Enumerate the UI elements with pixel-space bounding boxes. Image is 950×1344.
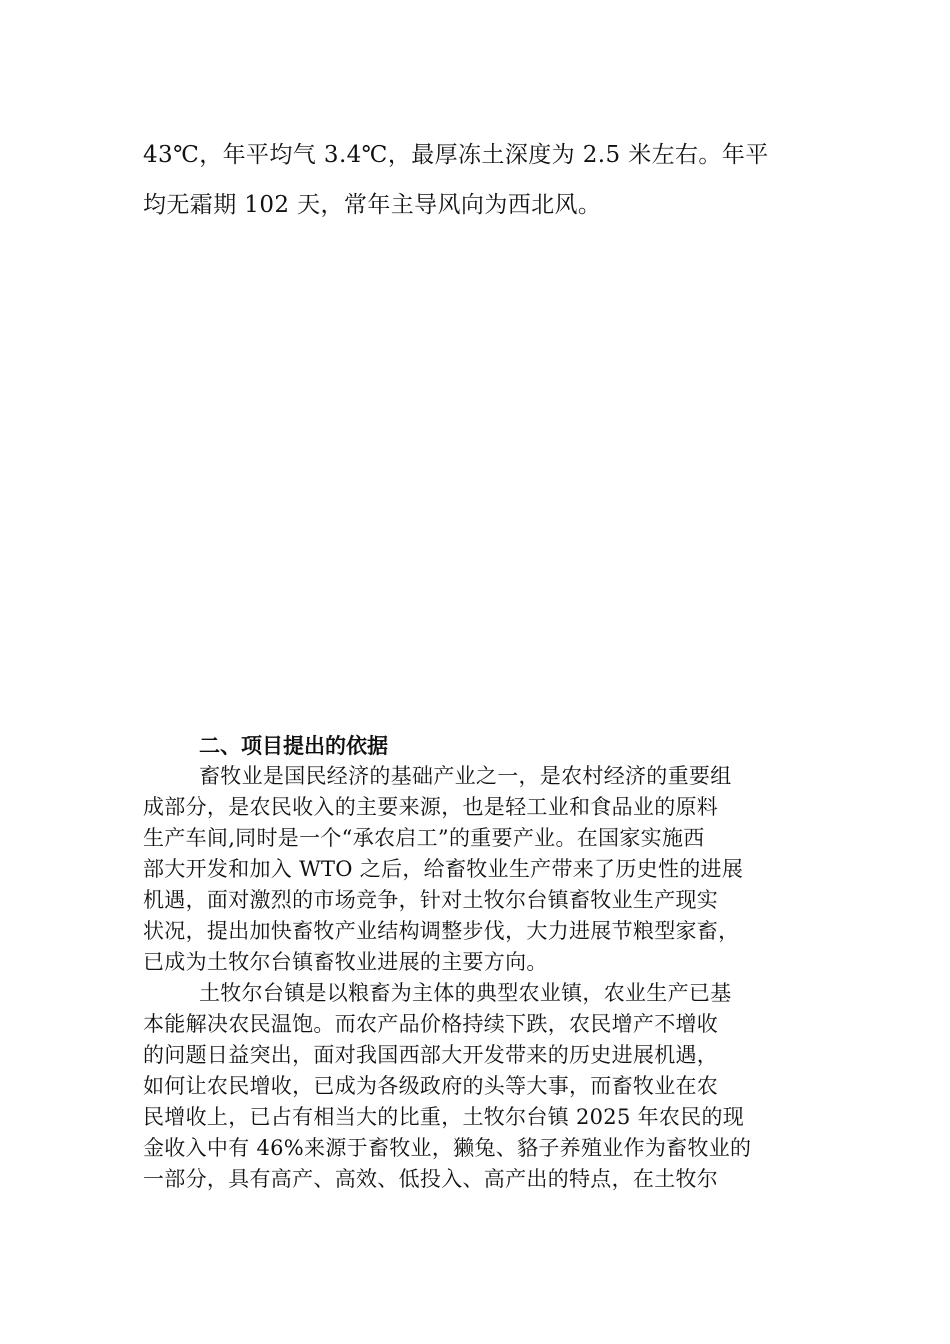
- paragraph2-line-1: 土牧尔台镇是以粮畜为主体的典型农业镇，农业生产已基: [199, 981, 732, 1005]
- paragraph1-line-1: 畜牧业是国民经济的基础产业之一，是农村经济的重要组: [199, 764, 732, 788]
- paragraph2-line-5: 民增收上，已占有相当大的比重，土牧尔台镇 2025 年农民的现: [143, 1105, 745, 1129]
- paragraph1-line-5: 机遇，面对激烈的市场竞争，针对土牧尔台镇畜牧业生产现实: [143, 888, 719, 912]
- paragraph2-line-6: 金收入中有 46%来源于畜牧业，獭兔、貉子养殖业作为畜牧业的: [143, 1136, 752, 1160]
- paragraph2-line-4: 如何让农民增收，已成为各级政府的头等大事，而畜牧业在农: [143, 1074, 719, 1098]
- paragraph2-line-7: 一部分，具有高产、高效、低投入、高产出的特点，在土牧尔: [143, 1167, 719, 1191]
- top-paragraph-line-1: 43℃，年平均气 3.4℃，最厚冻土深度为 2.5 米左右。年平: [143, 142, 769, 168]
- section-heading: 二、项目提出的依据: [199, 733, 388, 758]
- paragraph2-line-2: 本能解决农民温饱。而农产品价格持续下跌，农民增产不增收: [143, 1012, 719, 1036]
- paragraph1-line-6: 状况，提出加快畜牧产业结构调整步伐，大力进展节粮型家畜，: [143, 919, 740, 943]
- paragraph1-line-2: 成部分，是农民收入的主要来源，也是轻工业和食品业的原料: [143, 795, 719, 819]
- paragraph2-line-3: 的问题日益突出，面对我国西部大开发带来的历史进展机遇，: [143, 1043, 719, 1067]
- top-paragraph-line-2: 均无霜期 102 天，常年主导风向为西北风。: [143, 192, 602, 218]
- paragraph1-line-3: 生产车间,同时是一个“承农启工”的重要产业。在国家实施西: [143, 826, 705, 850]
- paragraph1-line-7: 已成为土牧尔台镇畜牧业进展的主要方向。: [143, 950, 548, 974]
- paragraph1-line-4: 部大开发和加入 WTO 之后，给畜牧业生产带来了历史性的进展: [143, 857, 744, 881]
